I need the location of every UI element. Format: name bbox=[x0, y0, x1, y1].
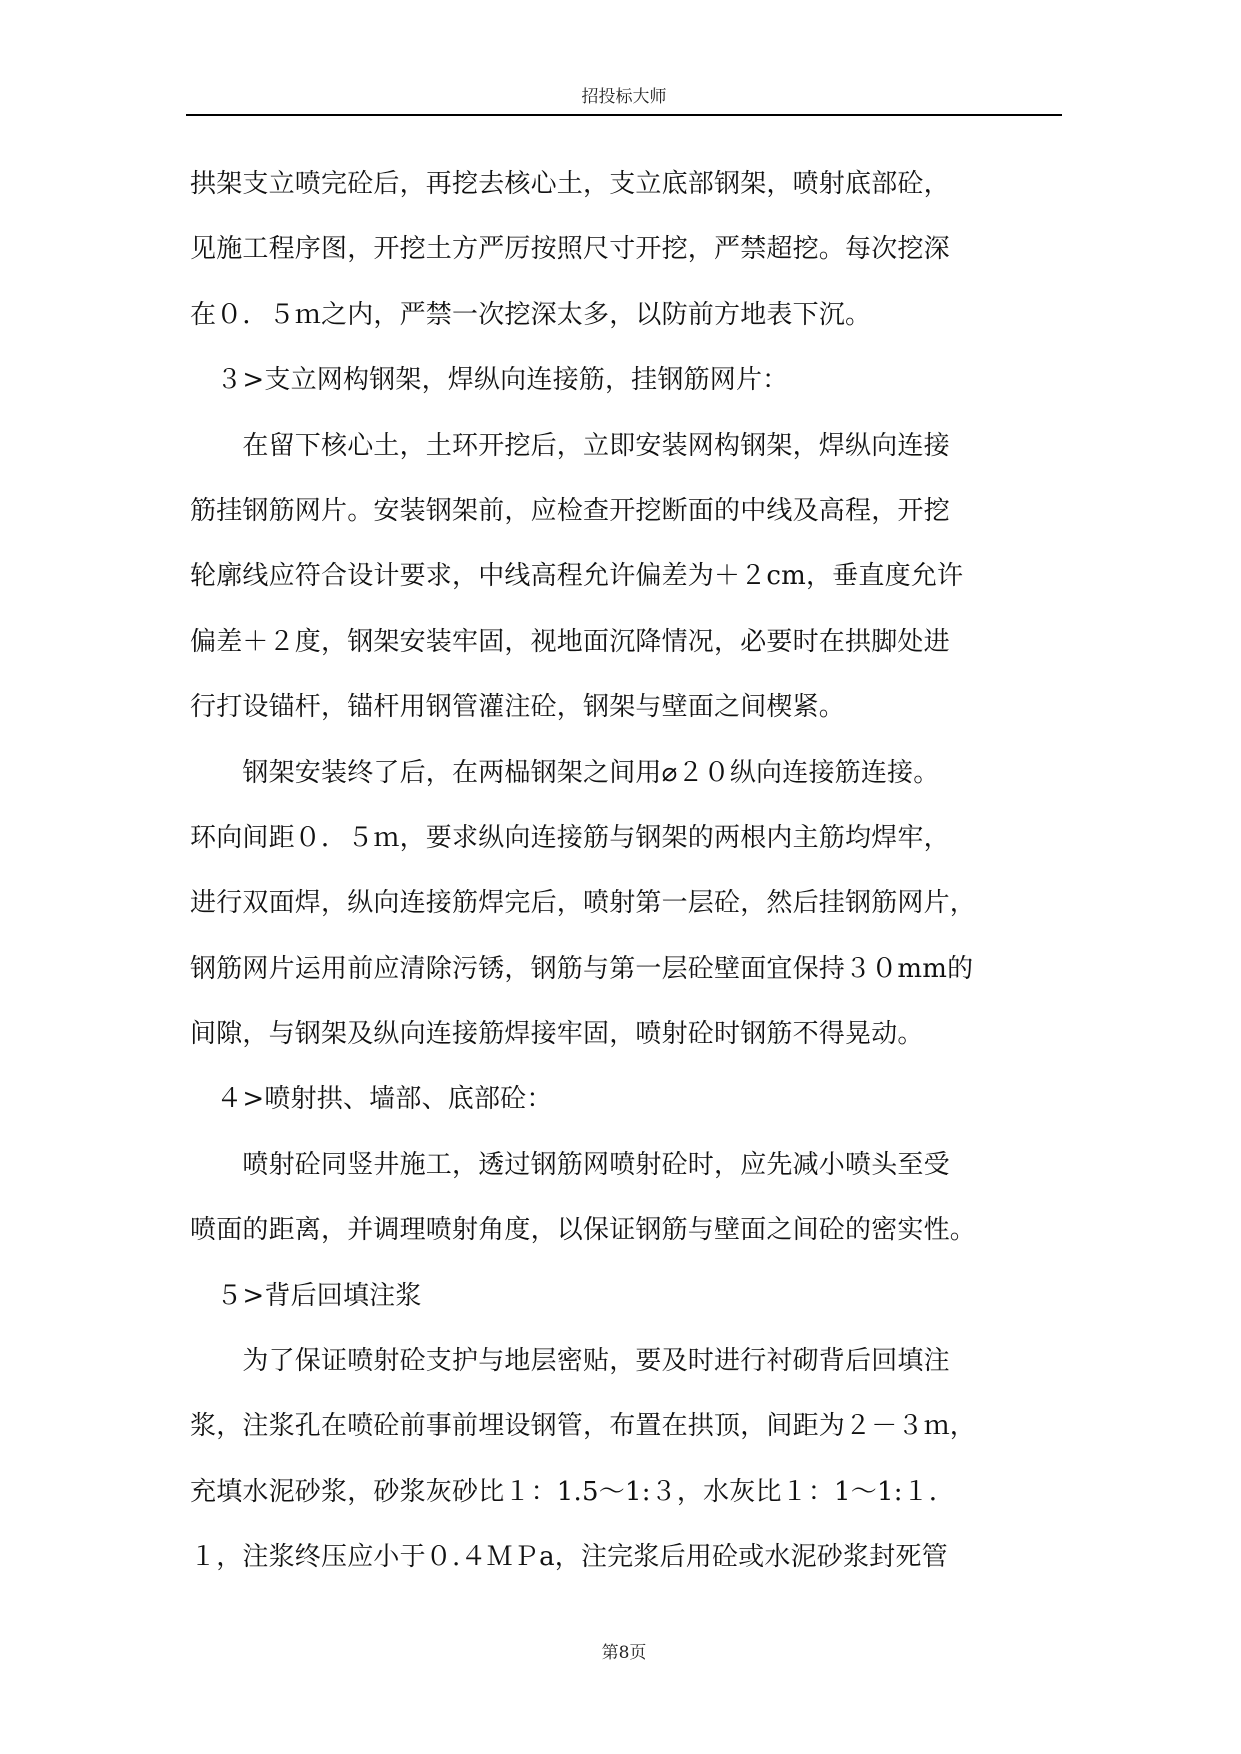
text-line: 为了保证喷射砼支护与地层密贴，要及时进行衬砌背后回填注 bbox=[190, 1346, 950, 1377]
text-line: 拱架支立喷完砼后，再挖去核心土，支立底部钢架，喷射底部砼， bbox=[190, 169, 950, 199]
body-text bbox=[190, 152, 1060, 1591]
text-line: 充填水泥砂浆，砂浆灰砂比１：1.5～1:３，水灰比１：1～1:１． bbox=[190, 1476, 956, 1507]
text-line: 环向间距０．５ｍ，要求纵向连接筋与钢架的两根内主筋均焊牢， bbox=[190, 822, 950, 853]
page-header: 招投标大师 bbox=[581, 87, 667, 107]
text-line: 在留下核心土，土环开挖后，立即安装网构钢架，焊纵向连接 bbox=[190, 430, 950, 461]
text-line: 喷面的距离，并调理喷射角度，以保证钢筋与壁面之间砼的密实性。 bbox=[190, 1215, 977, 1246]
text-line: １，注浆终压应小于０.４ＭＰa，注完浆后用砼或水泥砂浆封死管 bbox=[190, 1542, 948, 1573]
text-line: 喷射砼同竖井施工，透过钢筋网喷射砼时，应先减小喷头至受 bbox=[190, 1149, 950, 1180]
section-heading: ５>背后回填注浆 bbox=[190, 1280, 422, 1311]
text-line: 行打设锚杆，锚杆用钢管灌注砼，钢架与壁面之间楔紧。 bbox=[190, 692, 846, 723]
text-line: 间隙，与钢架及纵向连接筋焊接牢固，喷射砼时钢筋不得晃动。 bbox=[190, 1019, 924, 1050]
text-line: 在０．５ｍ之内，严禁一次挖深太多，以防前方地表下沉。 bbox=[190, 299, 872, 330]
section-heading: ４>喷射拱、墙部、底部砼： bbox=[190, 1084, 553, 1115]
text-line: 见施工程序图，开挖土方严厉按照尺寸开挖，严禁超挖。每次挖深 bbox=[190, 234, 950, 265]
text-line: 筋挂钢筋网片。安装钢架前，应检查开挖断面的中线及高程，开挖 bbox=[190, 495, 950, 526]
page-number: 第8页 bbox=[601, 1643, 647, 1663]
header-divider bbox=[186, 114, 1062, 116]
section-heading: ３>支立网构钢架，焊纵向连接筋，挂钢筋网片： bbox=[190, 365, 789, 396]
text-line: 进行双面焊，纵向连接筋焊完后，喷射第一层砼，然后挂钢筋网片， bbox=[190, 888, 977, 919]
text-line: 浆，注浆孔在喷砼前事前埋设钢管，布置在拱顶，间距为２－３ｍ， bbox=[190, 1411, 977, 1442]
text-line: 偏差＋２度，钢架安装牢固，视地面沉降情况，必要时在拱脚处进 bbox=[190, 626, 950, 657]
text-line: 轮廓线应符合设计要求，中线高程允许偏差为＋２cm，垂直度允许 bbox=[190, 561, 964, 592]
text-line: 钢架安装终了后，在两榀钢架之间用⌀２０纵向连接筋连接。 bbox=[190, 757, 940, 788]
text-line: 钢筋网片运用前应清除污锈，钢筋与第一层砼壁面宜保持３０mm的 bbox=[190, 953, 974, 984]
